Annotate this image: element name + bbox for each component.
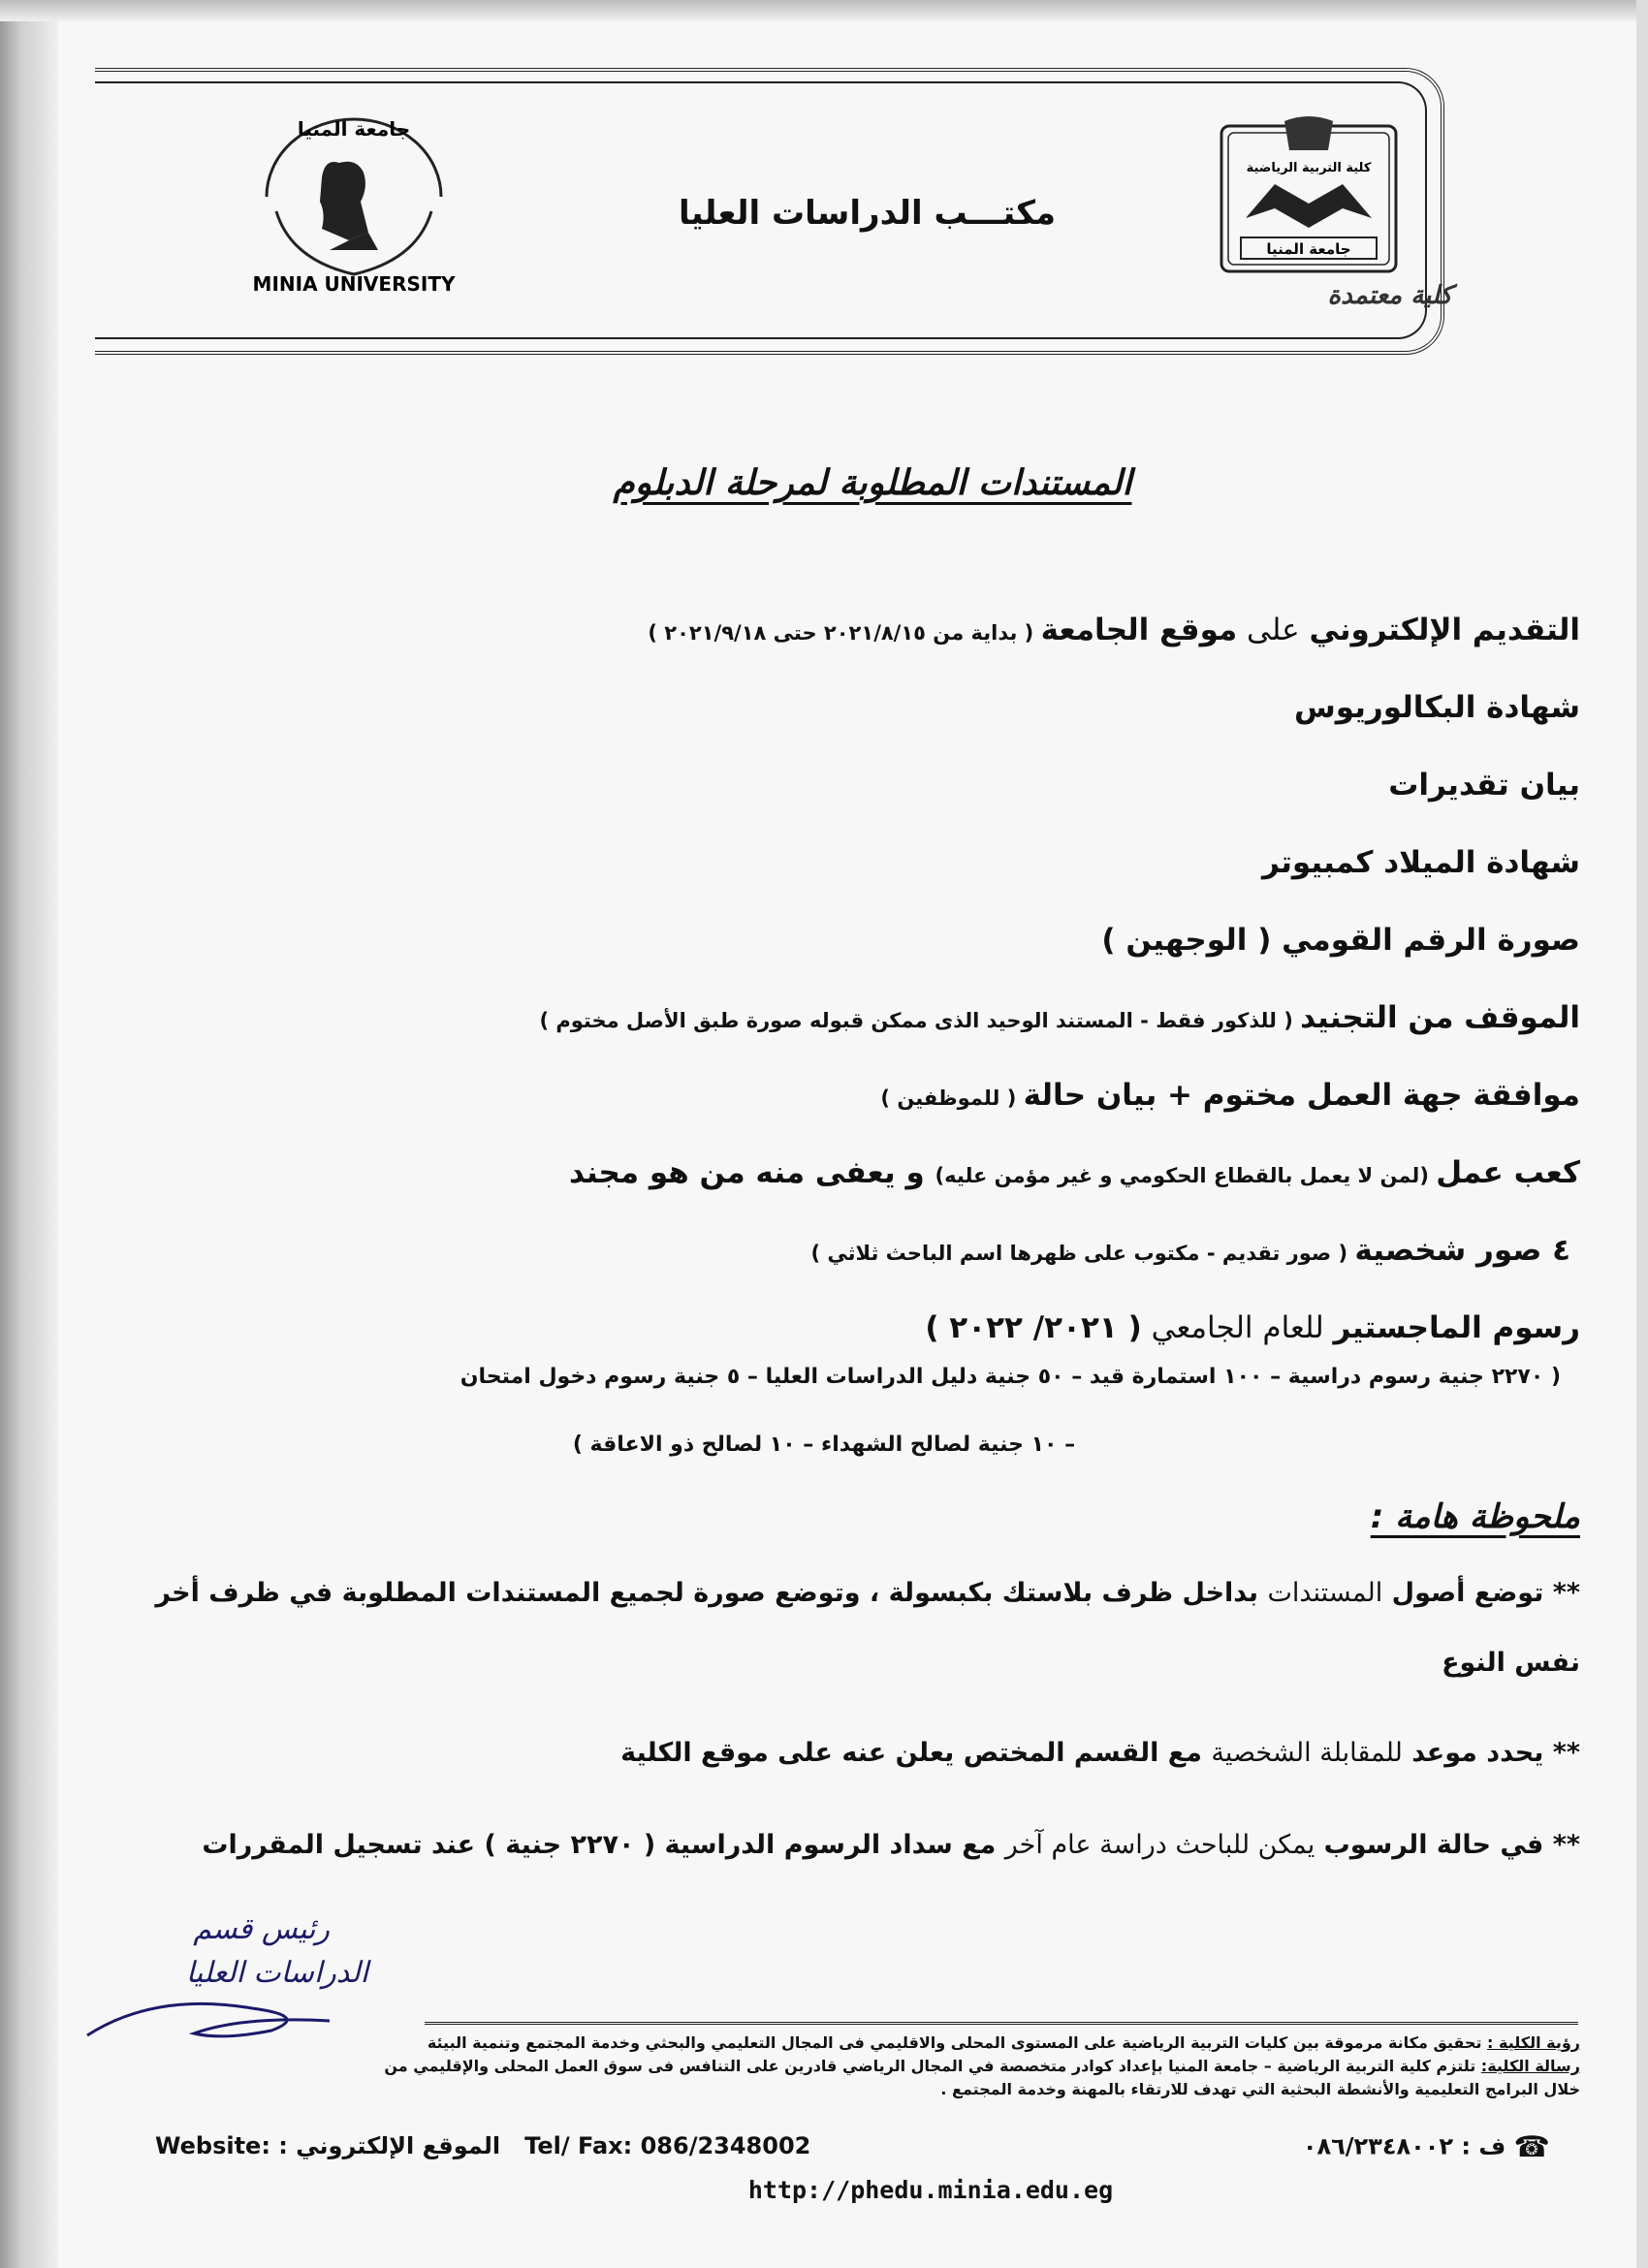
minia-university-logo — [233, 105, 475, 299]
fax-number: ف : ٠٨٦/٢٣٤٨٠٠٢ — [1302, 2132, 1506, 2160]
note-1-a: ** توضع أصول — [1382, 1578, 1580, 1608]
footer-contact — [155, 2132, 810, 2159]
requirements-list — [126, 601, 1580, 1376]
footer-url — [0, 2176, 1648, 2204]
important-note-title: ملحوظة هامة : — [1370, 1497, 1580, 1536]
note-1-c: بداخل ظرف بلاستك بكبسولة ، وتوضع صورة لجميع المستندات المطلوبة في ظرف أخر — [155, 1578, 1268, 1608]
req-fees-bold: رسوم الماجستير — [1333, 1310, 1580, 1345]
scan-shadow-left — [0, 0, 58, 2268]
website-label: Website: : الموقع الإلكتروني — [155, 2132, 501, 2159]
req-photos-bold: ٤ صور شخصية — [1354, 1233, 1570, 1268]
vision-line — [107, 2032, 1580, 2055]
tel-fax: Tel/ Fax: 086/2348002 — [524, 2132, 811, 2159]
website-url[interactable]: http://phedu.minia.edu.eg — [747, 2176, 1114, 2204]
req-national-id: صورة الرقم القومي ( الوجهين ) — [1101, 923, 1580, 958]
note-1 — [107, 1578, 1580, 1608]
req-work-stub-note: (لمن لا يعمل بالقطاع الحكومي و غير مؤمن عليه) — [935, 1164, 1437, 1187]
scan-shadow-right — [1636, 0, 1648, 2268]
req-photos-note: ( صور تقديم - مكتوب على ظهرها اسم الباحث ثلاثي ) — [810, 1242, 1355, 1265]
note-2-a: ** يحدد موعد — [1402, 1738, 1580, 1768]
office-title: مكتـــب الدراسات العليا — [679, 194, 1057, 233]
scan-shadow-top — [0, 0, 1648, 21]
fees-breakdown-line2: – ١٠ جنية لصالح الشهداء – ١٠ لصالح ذو الاعاقة ) — [572, 1433, 1076, 1457]
footer-fax — [1303, 2130, 1556, 2164]
logo-english-text: MINIA UNIVERSITY — [252, 272, 456, 296]
note-2-b: للمقابلة الشخصية — [1211, 1738, 1403, 1768]
logo-arabic-text: جامعة المنيا — [297, 117, 411, 141]
req-birth-certificate: شهادة الميلاد كمبيوتر — [1261, 845, 1580, 880]
req-online-dates: ( بداية من ٢٠٢١/٨/١٥ حتى ٢٠٢١/٩/١٨ ) — [648, 621, 1041, 645]
req-online-bold2: موقع الجامعة — [1040, 613, 1238, 647]
req-photos — [126, 1221, 1580, 1299]
req-work-stub-exempt: و يعفى منه من هو مجند — [568, 1155, 935, 1190]
vision-text: تحقيق مكانة مرموقة بين كليات التربية الرياضية على المستوى المحلى والاقليمي فى المجال التعليمي والبحثي وخدمة المجتمع وتنمية البيئة — [427, 2033, 1488, 2052]
req-fees-normal: للعام الجامعي — [1141, 1310, 1334, 1345]
mission-label: رسالة الكلية: — [1480, 2057, 1580, 2075]
req-bachelor: شهادة البكالوريوس — [1294, 690, 1580, 725]
note-1-continued: نفس النوع — [1442, 1648, 1580, 1678]
note-2 — [107, 1738, 1580, 1768]
signature-line-2: الدراسات العليا — [185, 1956, 368, 1990]
req-work-stub — [126, 1144, 1580, 1221]
mission-text: تلتزم كلية التربية الرياضية – جامعة المنيا بإعداد كوادر متخصصة في المجال الرياضي قادرين على التنافس فى سوق العمل المحلى والإقليمي من — [384, 2057, 1481, 2075]
req-online-normal: على — [1237, 613, 1310, 647]
note-3-b: يمكن للباحث دراسة عام آخر — [1004, 1830, 1315, 1860]
mission-line-2: خلال البرامج التعليمية والأنشطة البحثية التي تهدف للارتقاء بالمهنة وخدمة المجتمع . — [940, 2080, 1580, 2098]
faculty-logo-bottom-text: جامعة المنيا — [1266, 240, 1351, 258]
req-grades: بيان تقديرات — [1388, 768, 1580, 803]
accredited-label: كلية معتمدة — [1327, 281, 1452, 310]
note-3-c: مع سداد الرسوم الدراسية ( ٢٢٧٠ جنية ) عند تسجيل المقررات — [202, 1830, 1005, 1860]
faculty-logo-top-text: كلية التربية الرياضية — [1246, 161, 1372, 175]
req-employer-bold: موافقة جهة العمل مختوم + بيان حالة — [1023, 1078, 1580, 1113]
note-3 — [107, 1830, 1580, 1860]
footer-vision-mission — [107, 2032, 1580, 2101]
req-online-application — [126, 601, 1580, 678]
req-online-bold: التقديم الإلكتروني — [1309, 613, 1580, 647]
req-employer-note: ( للموظفين ) — [880, 1087, 1024, 1110]
note-1-b: المستندات — [1267, 1578, 1383, 1608]
signature-line-1: رئيس قسم — [193, 1912, 330, 1946]
footer-rule — [425, 2022, 1578, 2025]
req-military-note: ( للذكور فقط - المستند الوحيد الذى ممكن قبوله صورة طبق الأصل مختوم ) — [539, 1009, 1301, 1032]
page-title-text: المستندات المطلوبة لمرحلة الدبلوم — [613, 463, 1132, 503]
mission-line — [107, 2055, 1580, 2078]
req-military-bold: الموقف من التجنيد — [1300, 1000, 1580, 1035]
fees-breakdown-line1: ( ٢٢٧٠ جنية رسوم دراسية – ١٠٠ استمارة قيد – ٥٠ جنية دليل الدراسات العليا – ٥ جنية رسوم دخول امتحان — [460, 1365, 1561, 1389]
page-title — [0, 463, 1648, 503]
phone-icon: ☎ — [1513, 2130, 1550, 2164]
req-work-stub-bold: كعب عمل — [1436, 1155, 1580, 1190]
req-employer — [126, 1066, 1580, 1144]
vision-label: رؤية الكلية : — [1487, 2033, 1580, 2052]
faculty-logo — [1217, 111, 1401, 286]
note-2-c: مع القسم المختص يعلن عنه على موقع الكلية — [620, 1738, 1212, 1768]
note-3-a: ** في حالة الرسوب — [1315, 1830, 1580, 1860]
req-fees-year: ( ٢٠٢١/ ٢٠٢٢ ) — [925, 1310, 1142, 1345]
req-military — [126, 989, 1580, 1066]
